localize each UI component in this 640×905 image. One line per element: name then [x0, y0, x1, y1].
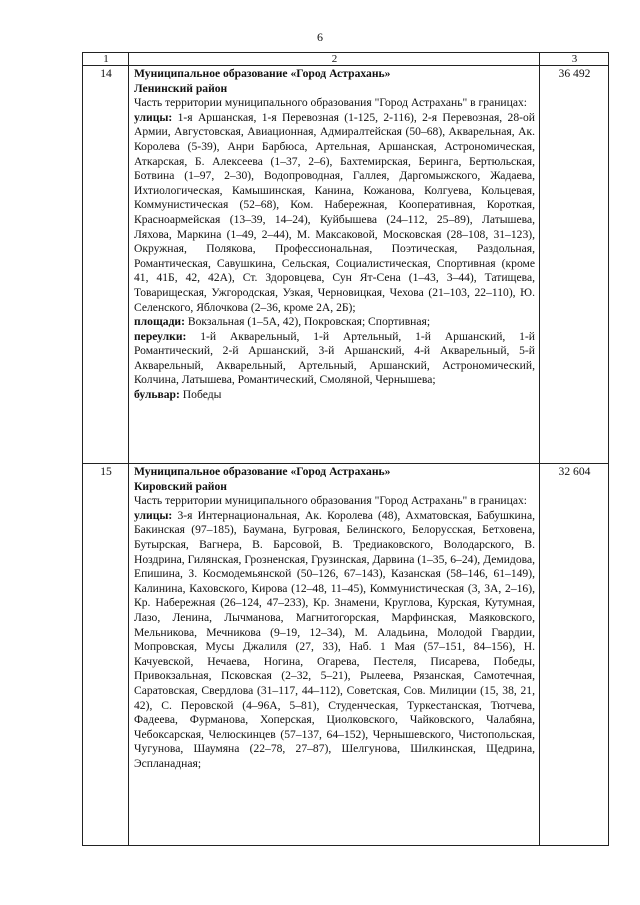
population-value: 32 604: [540, 464, 609, 846]
header-col-2: 2: [129, 53, 540, 66]
streets-label: улицы:: [134, 508, 173, 522]
district-name: Ленинский район: [134, 81, 228, 95]
boulevard-label: бульвар:: [134, 388, 180, 402]
streets-list: 3-я Интернациональная, Ак. Королева (48), Ахматовская, Бабушкина, Бакинская (97–185), Баумана, Бугровая, Белинского, Белорусская, Бетховена, Бутырская, Вагнера, В. Барсовой, В. Тредиаковского, Володарского, В. Ноздрина, Гилянская, Грозненская, Грузинская, Дарвина (1–35, 6–24), Демидова, Епишина, З. Космодемьянской (50–126, 67–143), Казанская (58–146, 61–149), Калинина, Каховского, Кирова (12–48, 11–45), Коммунистическая (3, 3А, 2–16), Кр. Набережная (26–124, 47–233), Кр. Знамени, Круглова, Курская, Кутумная, Лазо, Ленина, Лычманова, Магнитогорская, Марфинская, Маяковского, Мельникова, Мечникова (9–19, 12–34), М. Аладьина, Молодой Гвардии, Мопровская, Мусы Джалиля (27, 33), Наб. 1 Мая (57–151, 84–156), Н. Качуевской, Нечаева, Ногина, Огарева, Пестеля, Писарева, Победы, Привокзальная, Псковская (2–32, 5–21), Рылеева, Рязанская, Самотечная, Саратовская, Свердлова (31–117, 44–112), Советская, Сов. Милиции (15, 38, 21, 42), С. Перовской (4–96А, 5–81), Студенческая, Туркестанская, Тютчева, Фадеева, Фурманова, Хоперская, Циолковского, Чайковского, Чалабяна, Чебоксарская, Челюскинцев (57–137, 64–152), Чернышевского, Чистопольская, Чугунова, Шаумяна (22–78, 27–87), Шелгунова, Шилкинская, Щедрина, Эспланадная;: [134, 508, 536, 770]
row-content: [129, 464, 540, 846]
table-header-row: [83, 53, 609, 66]
municipality-title: Муниципальное образование «Город Астрахань»: [134, 67, 391, 80]
streets-paragraph: [134, 111, 535, 315]
squares-paragraph: [134, 315, 535, 330]
header-col-3: 3: [540, 53, 609, 66]
page-number: 6: [317, 30, 323, 44]
districts-table: [82, 52, 609, 846]
municipality-title: Муниципальное образование «Город Астрахань»: [134, 465, 391, 478]
boulevard-list: Победы: [182, 388, 222, 402]
row-number: 15: [83, 464, 129, 846]
header-col-1: 1: [83, 53, 129, 66]
streets-paragraph: [134, 509, 535, 772]
squares-list: Вокзальная (1–5А, 42), Покровская; Спортивная;: [187, 315, 431, 329]
lanes-label: переулки:: [134, 329, 187, 343]
table-row: [83, 464, 609, 846]
territory-intro: Часть территории муниципального образования "Город Астрахань" в границах:: [134, 494, 528, 508]
territory-intro: Часть территории муниципального образования "Город Астрахань" в границах:: [134, 96, 528, 110]
squares-label: площади:: [134, 315, 185, 329]
row-content: [129, 66, 540, 464]
lanes-paragraph: [134, 330, 535, 388]
district-name: Кировский район: [134, 479, 227, 493]
boulevard-paragraph: [134, 388, 535, 403]
lanes-list: 1-й Акварельный, 1-й Артельный, 1-й Аршанский, 1-й Романтический, 2-й Аршанский, 3-й Аршанский, 4-й Акварельный, 5-й Акварельный, Акварельный, Артельный, Аршанский, Астрономический, Колчина, Латышева, Романтический, Смоляной, Чернышева;: [134, 329, 535, 387]
table-row: [83, 66, 609, 464]
row-number: 14: [83, 66, 129, 464]
streets-label: улицы:: [134, 110, 173, 124]
streets-list: 1-я Аршанская, 1-я Перевозная (1-125, 2-116), 2-я Перевозная, 28-ой Армии, Августовская, Авиационная, Адмиралтейская (50–68), Акварельная, Ак. Королева (5-39), Анри Барбюса, Артельная, Аршанская, Астрономическая, Аткарская, Б. Алексеева (1–37, 2–6), Бахтемирская, Беринга, Бертюльская, Ботвина (1–97, 2–30), Водопроводная, Галлея, Даргомыжского, Жадаева, Ихтиологическая, Камышинская, Канина, Кожанова, Колгуева, Кольцевая, Коммунистическая (52–68), Ком. Набережная, Кооперативная, Короткая, Красноармейская (13–39, 14–24), Куйбышева (24–112, 25–89), Латышева, Ляхова, Маркина (1–49, 2–44), М. Максаковой, Московская (28–108, 31–123), Окружная, Полякова, Профессиональная, Поэтическая, Раздольная, Романтическая, Савушкина, Сельская, Социалистическая, Спортивная (кроме 41, 41Б, 42, 42А), Ст. Здоровцева, Сун Ят-Сена (1–43, 3–44), Татищева, Товарищеская, Ужгородская, Узкая, Черновицкая, Чехова (21–103, 22–110), Ю. Селенского, Яблочкова (2–36, кроме 2А, 2Б);: [134, 110, 535, 314]
population-value: 36 492: [540, 66, 609, 464]
